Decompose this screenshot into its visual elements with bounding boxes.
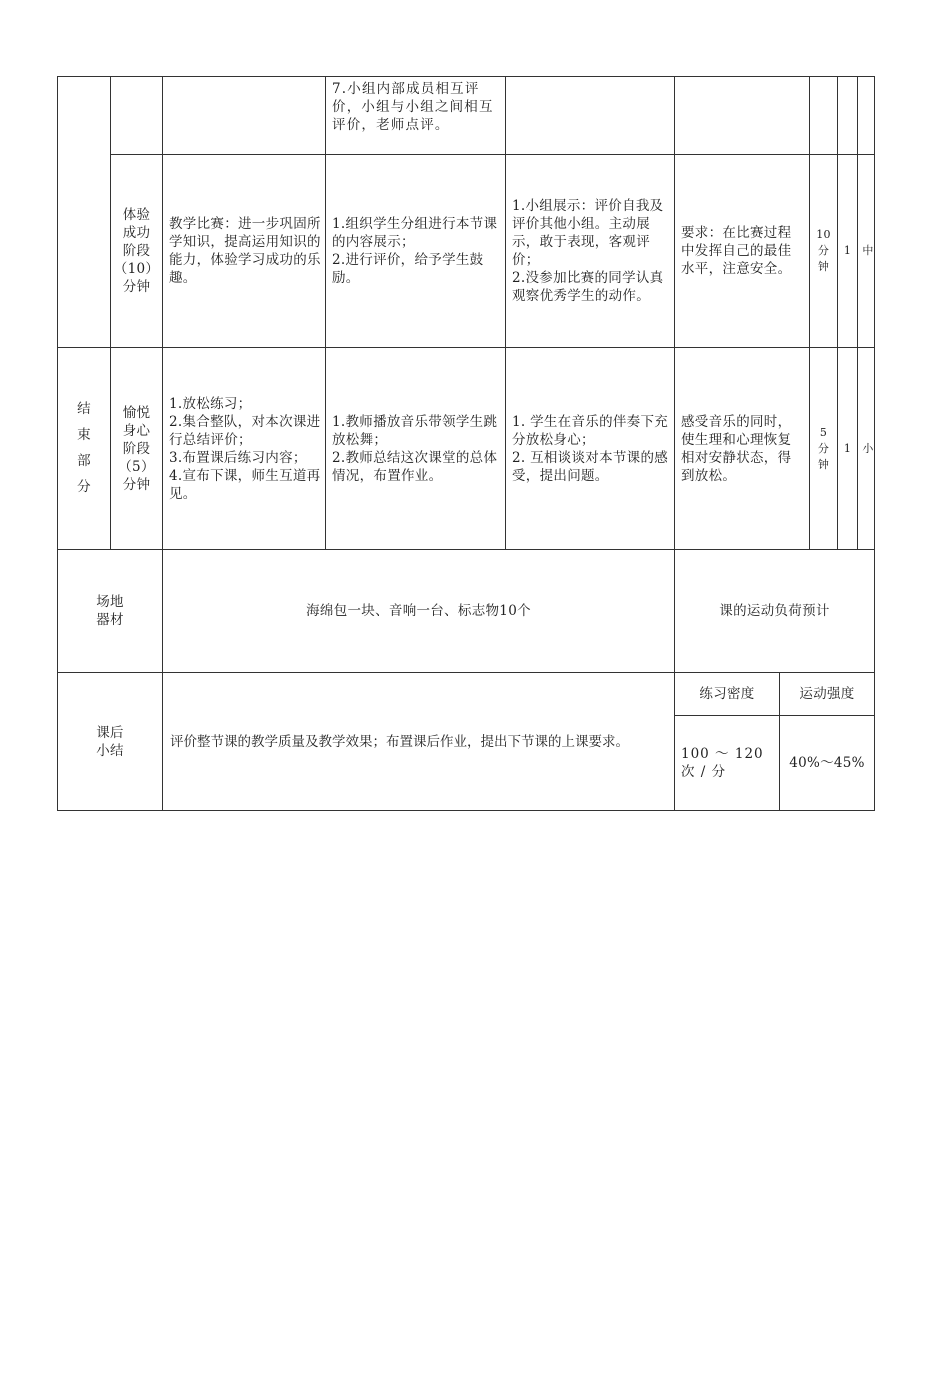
rule-col-teacher [325,76,326,549]
density-label: 练习密度 [699,686,755,702]
teacher-experience: 1.组织学生分组进行本节课的内容展示； 2.进行评价，给予学生鼓励。 [332,216,498,286]
time-experience: 10 分 钟 [816,228,831,273]
teacher-ending: 1.教师播放音乐带领学生跳放松舞； 2.教师总结这次课堂的总体情况，布置作业。 [332,413,498,484]
equipment-content: 海绵包一块、音响一台、标志物10个 [306,603,531,619]
summary-label: 课后 小结 [96,724,124,759]
intensity-experience: 中 [862,244,874,257]
density-value: 100 ～ 120 次 / 分 [681,746,764,780]
rule-top [57,76,875,77]
requirement-ending: 感受音乐的同时，使生理和心理恢复相对安静状态，得到放松。 [681,413,792,484]
requirement-experience: 要求：在比赛过程中发挥自己的最佳水平，注意安全。 [681,225,792,277]
summary-content: 评价整节课的教学质量及教学效果；布置课后作业，提出下节课的上课要求。 [170,733,629,750]
rule-bottom [57,810,875,811]
rule-col-content [162,76,163,810]
count-ending: 1 [843,441,852,455]
stage-experience: 体验 成功 阶段 （10） 分钟 [113,207,160,295]
time-ending: 5 分 钟 [817,425,830,471]
content-experience: 教学比赛：进一步巩固所学知识，提高运用知识的能力，体验学习成功的乐趣。 [169,216,321,286]
equipment-label: 场地 器材 [96,594,124,628]
part-ending: 结 束 部 分 [77,401,91,495]
intensity-label: 运动强度 [799,686,855,702]
content-ending: 1.放松练习； 2.集合整队，对本次课进行总结评价； 3.布置课后练习内容； 4.宣布下课，师生互道再见。 [169,395,321,502]
method-item-7: 7.小组内部成员相互评价，小组与小组之间相互评价，老师点评。 [332,81,494,133]
stage-ending: 愉悦 身心 阶段 （5） 分钟 [118,404,155,493]
count-experience: 1 [843,244,852,257]
student-experience: 1.小组展示：评价自我及评价其他小组。主动展示，敢于表现，客观评价； 2.没参加比赛的同学认真观察优秀学生的动作。 [512,198,664,304]
rule-col-student [505,76,506,549]
student-ending: 1. 学生在音乐的伴奏下充分放松身心； 2. 互相谈谈对本节课的感受，提出问题。 [512,413,669,484]
intensity-ending: 小 [862,441,874,455]
intensity-value: 40%～45% [789,755,865,771]
load-estimate-label: 课的运动负荷预计 [719,603,830,619]
